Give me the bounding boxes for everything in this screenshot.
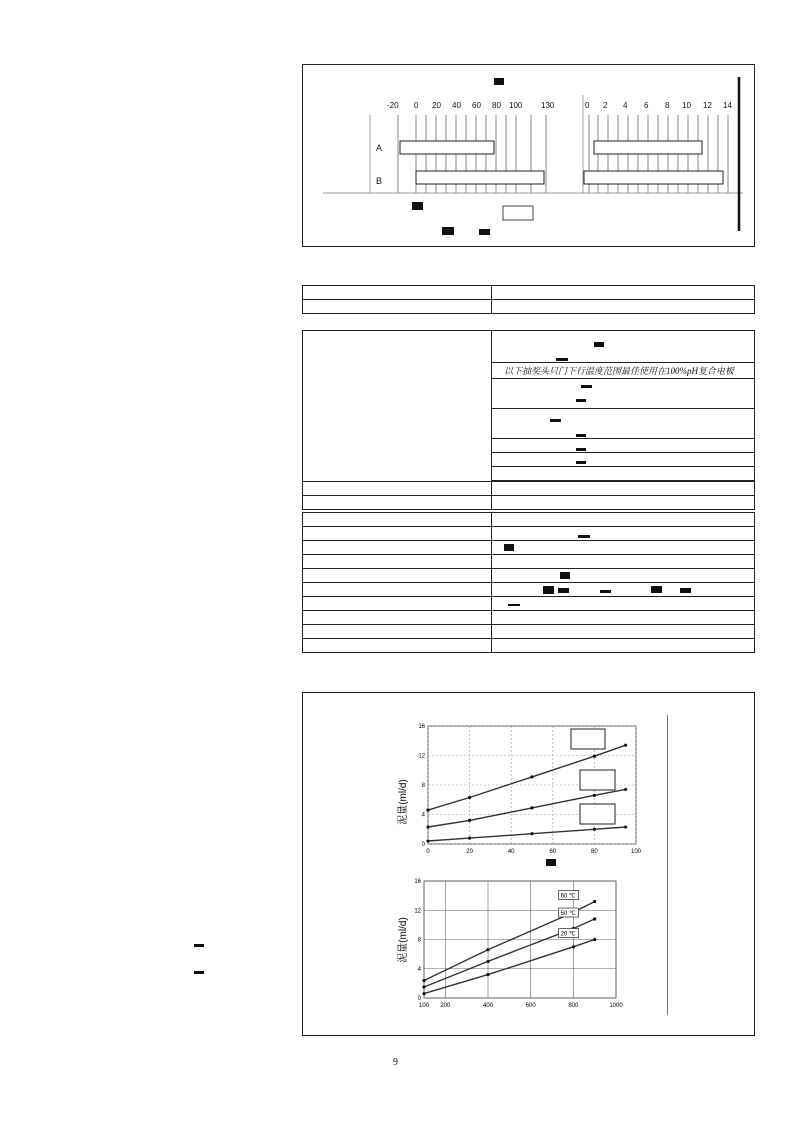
x-tick-label: 800 <box>568 1003 579 1009</box>
tick-label: 40 <box>452 101 461 110</box>
data-point <box>593 900 596 903</box>
redaction-mark <box>442 227 454 235</box>
redaction-mark <box>578 535 590 538</box>
y-tick-label: 0 <box>421 842 425 848</box>
x-tick-label: 200 <box>440 1003 451 1009</box>
tick-label: 80 <box>492 101 501 110</box>
tick-label: 12 <box>703 101 712 110</box>
data-point <box>422 979 425 982</box>
data-point <box>593 938 596 941</box>
range-bar-b-right <box>584 171 723 184</box>
data-point <box>468 837 471 840</box>
data-point <box>624 744 627 747</box>
redaction-mark <box>576 434 586 437</box>
redaction-mark <box>556 358 568 361</box>
range-grid <box>303 65 754 246</box>
tick-label: 130 <box>541 101 555 110</box>
spec-table-3 <box>302 512 755 653</box>
row-label-b: B <box>376 176 383 186</box>
page-number: 9 <box>393 1057 398 1068</box>
data-point <box>422 992 425 995</box>
redaction-mark <box>651 586 662 593</box>
redaction-mark <box>576 461 586 464</box>
data-point <box>593 755 596 758</box>
x-tick-label: 20 <box>466 849 473 855</box>
tick-label: -20 <box>387 101 399 110</box>
note-cell: 以下抽奖头只门下行温度范围最佳使用在100%pH复合电极 <box>492 363 755 379</box>
redaction-mark <box>546 859 556 866</box>
tick-label: 60 <box>472 101 481 110</box>
redaction-mark <box>558 588 569 593</box>
x-tick-label: 1000 <box>609 1003 623 1009</box>
legend-box <box>580 770 615 790</box>
data-point <box>486 973 489 976</box>
chart-top <box>396 720 646 860</box>
series-tag: 60 ℃ <box>560 893 576 900</box>
x-tick-label: 600 <box>525 1003 536 1009</box>
y-tick-label: 4 <box>417 966 421 973</box>
data-point <box>624 825 627 828</box>
redaction-mark <box>560 572 570 579</box>
redaction-mark <box>550 419 561 422</box>
tick-label: 8 <box>665 101 670 110</box>
tick-label: 0 <box>414 101 419 110</box>
redaction-mark <box>412 202 423 210</box>
spec-table-2 <box>302 330 755 510</box>
y-tick-label: 8 <box>421 783 425 789</box>
tick-label: 4 <box>623 101 628 110</box>
data-point <box>593 917 596 920</box>
data-point <box>486 960 489 963</box>
y-tick-label: 16 <box>418 724 425 730</box>
data-point <box>468 819 471 822</box>
data-point <box>530 806 533 809</box>
y-axis-label: 泥量(ml/d) <box>398 779 409 825</box>
range-bar-b-left <box>416 171 544 184</box>
redaction-mark <box>680 588 691 593</box>
data-point <box>486 948 489 951</box>
redaction-mark <box>581 385 592 388</box>
data-point <box>593 828 596 831</box>
legend-box <box>571 729 605 749</box>
y-tick-label: 12 <box>418 753 425 760</box>
range-bar-a-left <box>400 141 494 154</box>
data-point <box>530 832 533 835</box>
empty-box <box>503 206 533 220</box>
tick-label: 100 <box>509 101 523 110</box>
series-tag: 20 ℃ <box>560 931 576 938</box>
redaction-mark <box>594 342 604 347</box>
tick-label: 0 <box>585 101 590 110</box>
tick-label: 20 <box>432 101 441 110</box>
data-point <box>572 945 575 948</box>
x-tick-label: 60 <box>549 849 557 855</box>
y-tick-label: 12 <box>414 908 421 915</box>
spec-table-1 <box>302 285 755 314</box>
x-tick-label: 80 <box>591 849 598 855</box>
redaction-mark <box>600 590 611 593</box>
range-bar-a-right <box>594 141 702 154</box>
series-tag: 50 ℃ <box>560 911 576 918</box>
margin-mark <box>194 971 204 974</box>
data-point <box>593 794 596 797</box>
legend-box <box>580 804 615 824</box>
data-point <box>426 839 429 842</box>
data-point <box>422 985 425 988</box>
x-tick-label: 100 <box>630 849 642 855</box>
redaction-mark <box>479 229 490 235</box>
y-tick-label: 0 <box>417 996 421 1002</box>
series-line-3 <box>424 940 595 994</box>
redaction-mark <box>576 448 586 451</box>
tick-label: 6 <box>644 101 649 110</box>
redaction-mark <box>543 586 554 594</box>
redaction-mark <box>508 604 520 606</box>
range-figure <box>302 64 755 247</box>
chart-bottom <box>396 876 646 1016</box>
tick-label: 14 <box>723 101 732 110</box>
y-tick-label: 8 <box>417 937 421 944</box>
margin-mark <box>194 944 204 947</box>
x-tick-label: 100 <box>418 1003 430 1009</box>
data-point <box>530 775 533 778</box>
row-label-a: A <box>376 143 383 153</box>
data-point <box>624 788 627 791</box>
data-point <box>426 808 429 811</box>
x-tick-label: 0 <box>426 849 430 855</box>
y-axis-label: 泥量(ml/d) <box>398 917 409 963</box>
tick-label: 2 <box>603 101 608 110</box>
y-tick-label: 16 <box>414 879 421 885</box>
x-tick-label: 40 <box>507 849 515 855</box>
x-tick-label: 400 <box>482 1003 494 1009</box>
side-divider <box>667 715 668 1015</box>
data-point <box>426 825 429 828</box>
data-point <box>468 796 471 799</box>
redaction-mark <box>576 399 586 402</box>
y-tick-label: 4 <box>421 812 425 819</box>
redaction-mark <box>504 544 514 551</box>
tick-label: 10 <box>682 101 691 110</box>
